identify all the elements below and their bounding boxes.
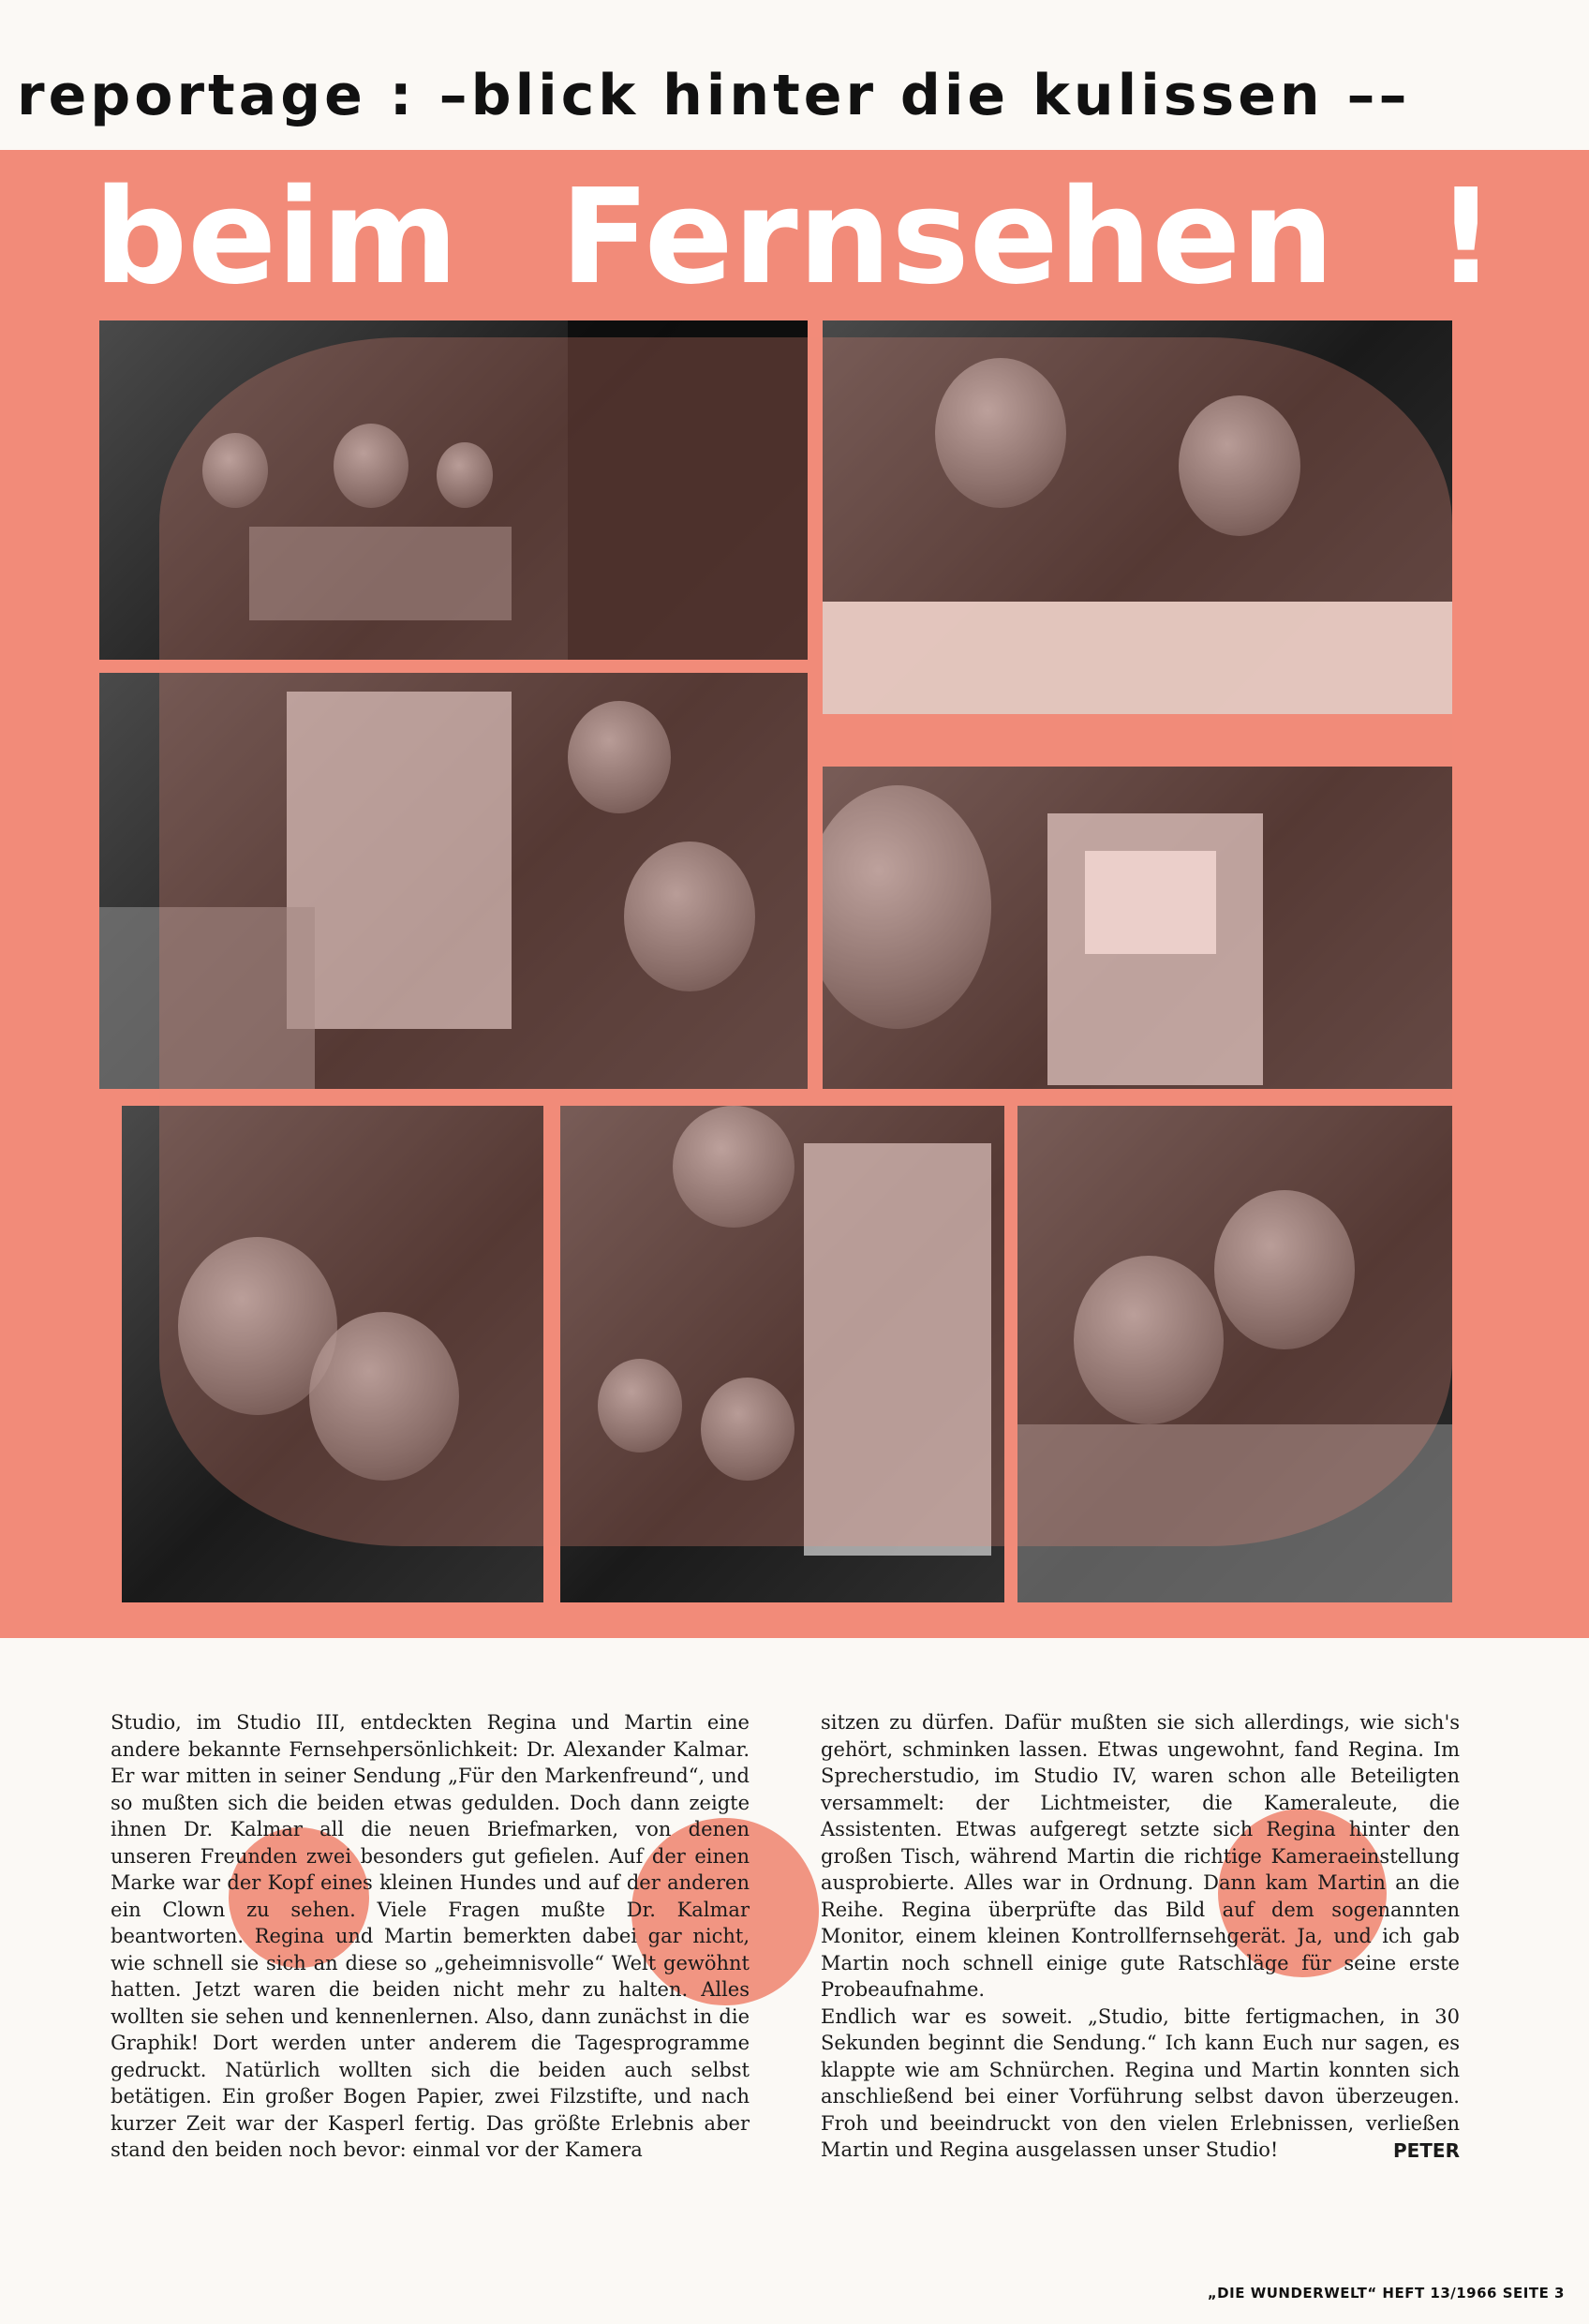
page-footer: „DIE WUNDERWELT“ HEFT 13/1966 SEITE 3 [1207, 2285, 1565, 2302]
article-paragraph: Studio, im Studio III, entdeckten Regina und Martin eine andere bekannte Fernsehpersönlichkeit: Dr. Alexander Kalmar. Er war mitten in seiner Sendung „Für den Markenfreund“, und so mußten sich die beiden etwas gedulden. Doch dann zeigte ihnen Dr. Kalmar all die neuen Briefmarken, von denen unseren Freunden zwei besonders gut gefielen. Auf der einen Marke war der Kopf eines kleinen Hundes und auf der anderen ein Clown zu sehen. Viele Fragen mußte Dr. Kalmar beantworten. Regina und Martin bemerkten dabei gar nicht, wie schnell sie sich an diese so „geheimnisvolle“ Welt gewöhnt hatten. Jetzt waren die beiden nicht mehr zu halten. Alles wollten sie sehen und kennenlernen. Also, dann zunächst in die Graphik! Dort werden unter anderem die Tagesprogramme gedruckt. Natürlich wollten sich die beiden auch selbst betätigen. Ein großer Bogen Papier, zwei Filzstifte, und nach kurzer Zeit war der Kasperl fertig. Das größte Erlebnis aber stand den beiden noch bevor: einmal vor der Kamera [111, 1711, 750, 2161]
photo-makeup [99, 673, 808, 1089]
author-signature: PETER [1392, 2138, 1460, 2162]
article-paragraph: sitzen zu dürfen. Dafür mußten sie sich allerdings, wie sich's gehört, schminken lassen. Etwas ungewohnt, fand Regina. Im Sprecherstudio, im Studio IV, waren schon alle Beteiligten versammelt: der Lichtmeister, die Kameraleute, die Assistenten. Etwas aufgeregt setzte sich Regina hinter den großen Tisch, während Martin die richtige Kameraeinstellung ausprobierte. Alles war in Ordnung. Dann kam Martin an die Reihe. Regina überprüfte das Bild auf dem sogenannten Monitor, einem kleinen Kontrollfernsehgerät. Ja, und ich gab Martin noch schnell einige gute Ratschläge für seine erste Probeaufnahme. [821, 1711, 1460, 2001]
article-paragraph: Endlich war es soweit. „Studio, bitte fertigmachen, in 30 Sekunden beginnt die Sendung.“ Ich kann Euch nur sagen, es klappte wie am Schnürchen. Regina und Martin konnten sich anschließend bei einer Vorführung selbst davon überzeugen. Froh und beeindruckt von den vielen Erlebnissen, verließen Martin und Regina ausgelassen unser Studio! [821, 2004, 1460, 2161]
headline: beim Fernsehen ! [94, 161, 1496, 314]
photo-monitor [823, 767, 1452, 1089]
article-body [111, 1709, 1460, 2178]
article-column-left [111, 1709, 750, 2178]
kicker-line: reportage : –blick hinter die kulissen –– [17, 63, 1411, 128]
photo-tv-screen [122, 1106, 543, 1602]
photo-projector-room [560, 1106, 1004, 1602]
photo-kalmar-stamps [99, 320, 808, 660]
photo-boy-and-man [1017, 1106, 1452, 1602]
article-column-right [821, 1709, 1460, 2178]
photo-drawing [823, 320, 1452, 714]
